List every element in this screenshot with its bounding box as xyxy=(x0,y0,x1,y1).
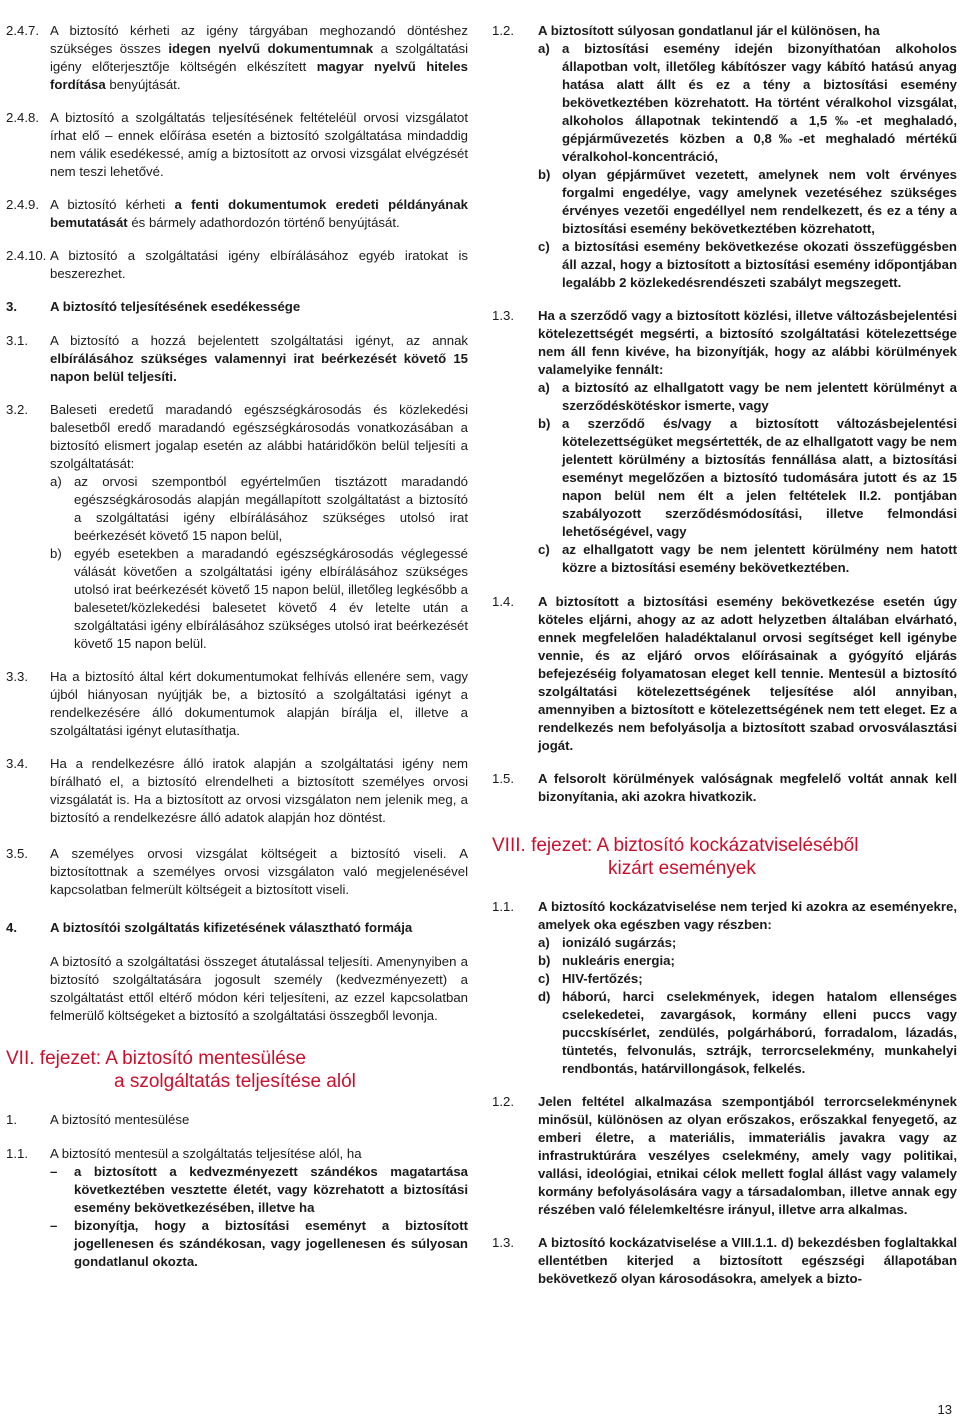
list-item: b) egyéb esetekben a maradandó egészségkárosodás véglegessé válását követően a szolgáltatási igény elbírálásához szükséges utolsó irat beérkezését követő 15 napon belül, illetőleg legkésőbb a balesetet/közlekedési balesetet követő 4 év letelte után a szolgáltatási igény elbírálásához szükséges utolsó irat beérkezését követő 15 napon belül. xyxy=(50,546,468,651)
list-item: b) olyan gépjárművet vezetett, amelynek nem volt érvényes forgalmi engedélye, vagy amelynek vezetéséhez szükséges érvényes vezetői engedéllyel nem rendelkezett, és ez a tény a biztosítási esemény bekövetkeztében közrehatott, xyxy=(538,167,957,236)
clause-text: A biztosító mentesül a szolgáltatás teljesítése alól, ha xyxy=(50,1146,362,1161)
page-number: 13 xyxy=(937,1402,952,1417)
clause-number: 1.2. xyxy=(492,23,514,38)
clause-1-5 xyxy=(492,770,957,806)
clause-number: 2.4.10. xyxy=(6,248,47,263)
clause-2-4-9 xyxy=(6,196,468,232)
clause-number: 1.4. xyxy=(492,594,514,609)
section-heading-3: 3. A biztosító teljesítésének esedékessége xyxy=(6,299,301,314)
clause-2-4-10 xyxy=(6,247,468,283)
clause-number: 1.5. xyxy=(492,771,514,786)
clause-1-4 xyxy=(492,593,957,755)
section-heading-1: 1. A biztosító mentesülése xyxy=(6,1112,190,1127)
section-heading-4: 4. A biztosítói szolgáltatás kifizetésének választható formája xyxy=(6,920,413,935)
clause-1-2 xyxy=(492,22,957,292)
list-item: d) háború, harci cselekmények, idegen hatalom ellenséges cselekedetei, zavargások, kormány elleni puccs vagy puccskísérlet, zendülés, polgárháború, forradalom, lázadás, tüntetés, felvonulás, sztrájk, terrorcselekmény, munkahelyi rendbontás, határvillongások, felkelés. xyxy=(538,989,957,1076)
chapter-title-vii: VII. fejezet: A biztosító mentesülése a szolgáltatás teljesítése alól xyxy=(6,1048,356,1092)
list-item: – bizonyítja, hogy a biztosítási eseményt a biztosított jogellenesen és szándékosan, vagy jogellenesen és súlyosan gondatlanul okozta. xyxy=(50,1218,468,1269)
clause-2-4-7 xyxy=(6,22,468,94)
clause-text: A biztosított a biztosítási esemény bekövetkezése esetén úgy köteles eljárni, ahogy az az adott helyzetben általában elvárható, ennek megfelelően haladéktalanul orvosi segítséget kell igénybe vennie, és az eljáró orvos előírásainak a gyógyító eljárás befejezéséig folyamatosan eleget kell tennie. Mentesül a biztosító szolgáltatási kötelezettségének teljesítése alól annyiban, amennyiben a biztosított e kötelezettségének nem tett eleget. Ez a rendelkezés nem befolyásolja a biztosított szabad orvosválasztási jogát. xyxy=(538,594,957,753)
list-item: a) a biztosító az elhallgatott vagy be nem jelentett körülményt a szerződéskötéskor ismerte, vagy xyxy=(538,380,957,413)
clause-text: A biztosító kérheti az igény tárgyában meghozandó döntéshez szükséges összes idegen nyelvű dokumentumnak a szolgáltatási igény előterjesztője költségén elkészített magyar nyelvű hiteles fordítása benyújtását. xyxy=(50,23,469,92)
clause-3-2 xyxy=(6,401,468,653)
clause-viii-1-2 xyxy=(492,1093,957,1219)
clause-number: 1.3. xyxy=(492,308,514,323)
list-item: a) a biztosítási esemény idején bizonyíthatóan alkoholos állapotban volt, illetőleg kábítószer vagy kábító hatású anyag hatása alatt állt és ez a tény a biztosítási esemény bekövetkeztében közrehatott. Ha történt véralkohol vizsgálat, alkoholos állapotnak tekintendő a 1,5‰-et meghaladó, gépjárművezetés közben a 0,8‰-et meghaladó mértékű véralkohol-koncentráció, xyxy=(538,41,957,164)
list-item: b) a szerződő és/vagy a biztosított változásbejelentési kötelezettségüket megsértették, de az elhallgatott vagy be nem jelentett körülmény a biztosítás fennállása alatt, a biztosítási eseményt megelőzően a biztosító tudomására jutott és az 15 napon belül nem élt a jelen feltételek II.2. pontjában szabályozott szerződésmódosítási, illetve felmondási lehetőségével, vagy xyxy=(538,416,957,539)
clause-number: 2.4.7. xyxy=(6,23,39,38)
clause-number: 3.2. xyxy=(6,402,28,417)
clause-text: Ha a rendelkezésre álló iratok alapján a szolgáltatási igény nem bírálható el, a biztosító elrendelheti a biztosított személyes orvosi vizsgálatát is. Ha a biztosított az orvosi vizsgálaton nem jelenik meg, a biztosító a rendelkezésre álló adatok alapján hoz döntést. xyxy=(50,756,468,825)
list-item: c) az elhallgatott vagy be nem jelentett körülmény nem hatott közre a biztosítási esemény bekövetkeztében. xyxy=(538,542,957,575)
clause-text: A biztosító kérheti a fenti dokumentumok eredeti példányának bemutatását és bármely adathordozón történő benyújtását. xyxy=(50,197,468,230)
clause-1-3 xyxy=(492,307,957,577)
clause-viii-1-3 xyxy=(492,1234,957,1288)
clause-text: Ha a szerződő vagy a biztosított közlési, illetve változásbejelentési kötelezettségét megsérti, a biztosító szolgáltatási kötelezettsége nem áll fenn kivéve, ha bizonyítják, hogy az alábbi körülmények valamelyike fennált: xyxy=(538,308,957,377)
clause-text: A biztosító a szolgáltatási összeget átutalással teljesíti. Amenynyiben a biztosító szolgáltatására jogosult személy (kedvezményezett) a szolgáltatást ettől eltérő módon kéri teljesíteni, az ezzel kapcsolatban felmerülő költségeket a biztosító a szolgáltatási összegből levonja. xyxy=(50,954,468,1023)
list-item: c) HIV-fertőzés; xyxy=(538,971,643,986)
clause-number: 3.4. xyxy=(6,756,28,771)
clause-number: 1.1. xyxy=(492,899,514,914)
list-item: a) az orvosi szempontból egyértelműen tisztázott maradandó egészségkárosodás alapján megállapított szolgáltatást a biztosító a szolgáltatási igény elbírálásához szükséges utolsó irat beérkezését követő 15 napon belül, xyxy=(50,474,468,543)
clause-text: Baleseti eredetű maradandó egészségkárosodás és közlekedési balesetből eredő maradandó egészségkárosodás vonatkozásában a biztosító elismert jogalap esetén az alábbi határidőkön belül teljesíti a szolgáltatását: xyxy=(50,402,468,471)
clause-viii-1-1 xyxy=(492,898,957,1078)
list-item: – a biztosított a kedvezményezett szándékos magatartása következtében vesztette életét, vagy közrehatott a biztosítási esemény bekövetkezésében, illetve ha xyxy=(50,1164,468,1215)
right-column xyxy=(492,22,957,1303)
clause-number: 1.3. xyxy=(492,1235,514,1250)
clause-2-4-8 xyxy=(6,109,468,181)
clause-text: A biztosító a szolgáltatási igény elbírálásához egyéb iratokat is beszerezhet. xyxy=(50,248,468,281)
clause-text: A biztosító a hozzá bejelentett szolgáltatási igényt, az annak elbírálásához szükséges valamennyi irat beérkezését követő 15 napon belül teljesíti. xyxy=(50,333,468,384)
clause-3-3 xyxy=(6,668,468,740)
clause-text: A felsorolt körülmények valóságnak megfelelő voltát annak kell bizonyítania, aki azokra hivatkozik. xyxy=(538,771,957,804)
list-item: c) a biztosítási esemény bekövetkezése okozati összefüggésben áll azzal, hogy a biztosított a biztosítási esemény időpontjában legalább 2 közlekedésrendészeti szabályt megszegett. xyxy=(538,239,957,290)
clause-text: Jelen feltétel alkalmazása szempontjából terrorcselekménynek minősül, különösen az olyan erőszakos, erőszakkal fenyegető, az emberi életre, a materiális, immateriális javakra vagy az infrastruktúrára veszélyes cselekmény, amely vagy politikai, vallási, ideológiai, etnikai célok mellett foglal állást vagy valamely kormány befolyásolására vagy a társadalomban, illetve annak egy részében való félelemkeltésre irányul, illetve arra alkalmas. xyxy=(538,1094,957,1217)
clause-number: 1.1. xyxy=(6,1146,28,1161)
paragraph-4 xyxy=(6,953,468,1025)
clause-text: A biztosító kockázatviselése a VIII.1.1. d) bekezdésben foglaltakkal ellentétben kiterjed a biztosított egészségi állapotában bekövetkező olyan károsodásokra, amelyek a bizto- xyxy=(538,1235,957,1286)
clause-text: Ha a biztosító által kért dokumentumokat felhívás ellenére sem, vagy újból hiányosan nyújtják be, a biztosító a szolgáltatási igényt a rendelkezésére álló dokumentumok alapján bírálja el, illetve a szolgáltatási igényt elutasíthatja. xyxy=(50,669,468,738)
clause-text: A biztosító a szolgáltatás teljesítésének feltételéül orvosi vizsgálatot írhat elő – ennek előírása esetén a biztosító szolgáltatása mindaddig nem válik esedékessé, amíg a biztosított az orvosi vizsgálat elvégzését nem teszi lehetővé. xyxy=(50,110,468,179)
clause-number: 3.5. xyxy=(6,846,28,861)
clause-3-4 xyxy=(6,755,468,827)
chapter-title-viii: VIII. fejezet: A biztosító kockázatviseléséből kizárt események xyxy=(492,835,859,879)
clause-number: 2.4.8. xyxy=(6,110,39,125)
clause-number: 2.4.9. xyxy=(6,197,39,212)
left-column xyxy=(6,22,468,1286)
clause-text: A személyes orvosi vizsgálat költségeit a biztosító viseli. A biztosítottnak a személyes orvosi vizsgálaton való megjelenésével kapcsolatban felmerült költségeit a biztosított viseli. xyxy=(50,846,468,897)
list-item: b) nukleáris energia; xyxy=(538,953,675,968)
clause-3-5 xyxy=(6,845,468,899)
clause-number: 3.1. xyxy=(6,333,28,348)
clause-1-1 xyxy=(6,1145,468,1271)
clause-text: A biztosító kockázatviselése nem terjed ki azokra az eseményekre, amelyek oka egészben vagy részben: xyxy=(538,899,957,932)
clause-number: 3.3. xyxy=(6,669,28,684)
clause-text: A biztosított súlyosan gondatlanul jár el különösen, ha xyxy=(538,23,880,38)
clause-number: 1.2. xyxy=(492,1094,514,1109)
clause-3-1 xyxy=(6,332,468,386)
list-item: a) ionizáló sugárzás; xyxy=(538,935,677,950)
